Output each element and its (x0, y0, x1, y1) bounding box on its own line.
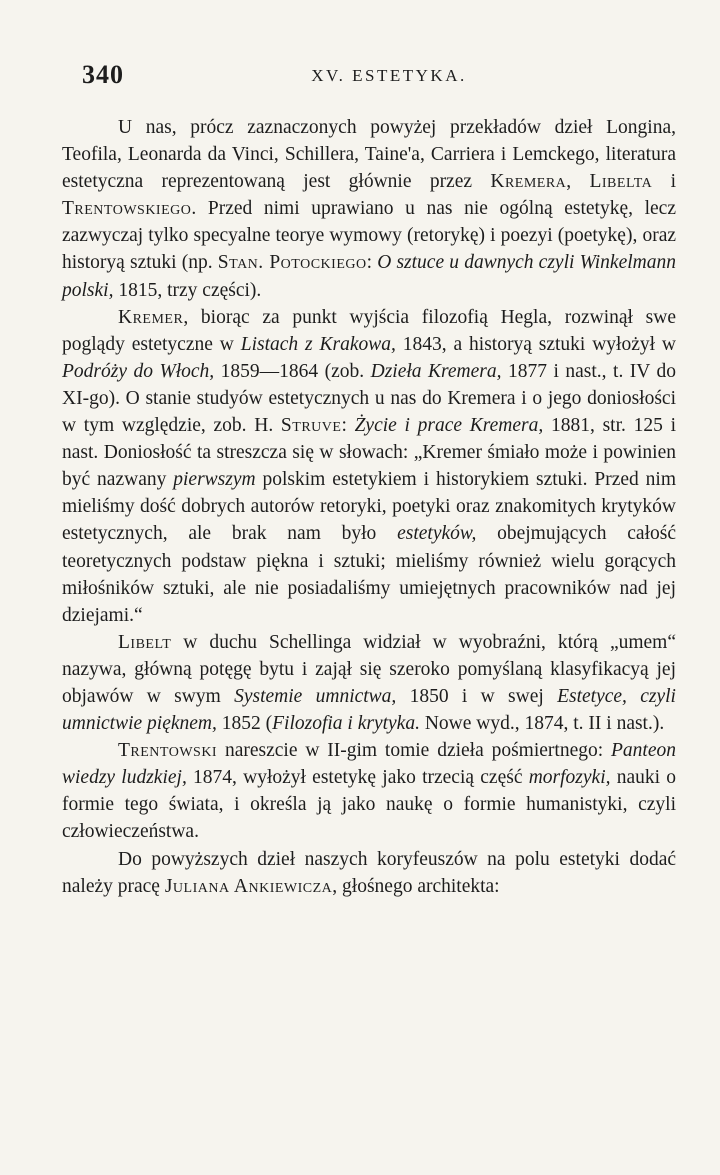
text-run: w duchu Schellinga widział w wyobraźni, którą „umem“ nazywa, główną potęgę bytu i zajął się szeroko pomyślaną klasyfikacyą jej objawów w swym (62, 631, 676, 707)
text-run: nareszcie w II-gim tomie dzieła pośmiertnego: (217, 740, 612, 762)
text-run: Nowe wyd., 1874, t. II i nast.). (419, 713, 665, 735)
running-head: XV. ESTETYKA. (311, 66, 467, 85)
author-name: Juliana Ankiewicza (164, 875, 333, 897)
text-run: 1843, a historyą sztuki wyłożył w (395, 333, 676, 355)
italic-run: Podróży do Włoch, (62, 360, 215, 382)
italic-run: O sztuce u dawnych czyli Winkelmann polski, (62, 252, 676, 301)
author-name: Libelt (118, 631, 172, 653)
text-run: : (366, 252, 378, 274)
paragraph-4 (62, 737, 676, 845)
text-run: 1850 i w swej (396, 685, 558, 707)
page-number: 340 (82, 60, 124, 89)
text-run: , biorąc za punkt wyjścia filozofią Hegla, rozwinął swe poglądy estetyczne w (62, 306, 676, 355)
italic-run: morfozyki, (528, 767, 611, 789)
italic-run: Filozofia i krytyka. (272, 713, 420, 735)
page-header (62, 60, 676, 96)
text-run: 1859—1864 (zob. (214, 360, 371, 382)
text-run: . Przed nimi uprawiano u nas nie ogólną estetykę, lecz zazwyczaj tylko specyalne teorye wymowy (retorykę) i poezyi (poetykę), oraz historyą sztuki (np. (62, 198, 676, 274)
text-run: U nas, prócz zaznaczonych powyżej przekładów dzieł Longina, Teofila, Leonarda da Vinci, Schillera, Taine'a, Carriera i Lemckego, literatura estetyczna reprezentowaną jest głównie przez (62, 117, 676, 193)
text-run: : (341, 415, 355, 437)
italic-run: pierwszym (173, 469, 256, 491)
text-run: 1877 i nast., t. IV do XI-go). O stanie studyów estetycznych u nas do Kremera i o jego doniosłości w tym względzie, zob. H. (62, 360, 677, 437)
italic-run: Listach z Krakowa, (240, 333, 396, 355)
text-run: obejmujących całość teoretycznych podstaw piękna i sztuki; mieliśmy również wielu gorących miłośników sztuki, ale nie posiadaliśmy umiejętnych pracowników nad jej dziejami.“ (62, 523, 676, 626)
text-run: , (566, 171, 590, 193)
body-text (62, 114, 676, 900)
italic-run: Systemie umnictwa, (234, 685, 397, 707)
italic-run: Panteon wiedzy ludzkiej, (62, 740, 676, 789)
paragraph-3 (62, 629, 676, 737)
author-name: Kremer (118, 306, 184, 328)
text-run: nauki o formie tego świata, i określa ją jako naukę o formie humanistyki, czyli człowieczeństwa. (62, 767, 676, 843)
text-run: , głośnego architekta: (332, 875, 500, 897)
author-name: Kremera (490, 171, 567, 193)
italic-run: Estetyce, czyli umnictwie pięknem, (62, 685, 676, 735)
italic-run: estetyków, (397, 523, 477, 545)
text-run: 1874, wyłożył estetykę jako trzecią część (186, 767, 529, 789)
text-run: 1881, str. 125 i nast. Doniosłość ta streszcza się w słowach: „Kremer śmiało może i powinien być nazwany (62, 415, 676, 491)
text-run: i (652, 171, 677, 193)
paragraph-2 (62, 304, 676, 629)
text-run: 1815, trzy części). (113, 279, 262, 301)
text-run: 1852 ( (216, 713, 273, 735)
paragraph-1 (62, 114, 676, 304)
author-name: Libelta (589, 171, 653, 193)
paragraph-5 (62, 846, 676, 900)
author-name: Stan. Potockiego (217, 252, 367, 274)
text-run: Do powyższych dzieł naszych koryfeuszów na polu estetyki dodać należy pracę (62, 848, 676, 897)
italic-run: Dzieła Kremera, (370, 360, 502, 382)
text-run: polskim estetykiem i historykiem sztuki. Przed nim mieliśmy dość dobrych autorów retoryki, poetyki oraz znakomitych krytyków estetycznych, ale brak nam było (62, 469, 676, 545)
italic-run: Życie i prace Kremera, (354, 415, 544, 437)
author-name: Struve (280, 415, 342, 437)
author-name: Trentowski (118, 740, 218, 762)
author-name: Trentowskiego (62, 198, 192, 220)
